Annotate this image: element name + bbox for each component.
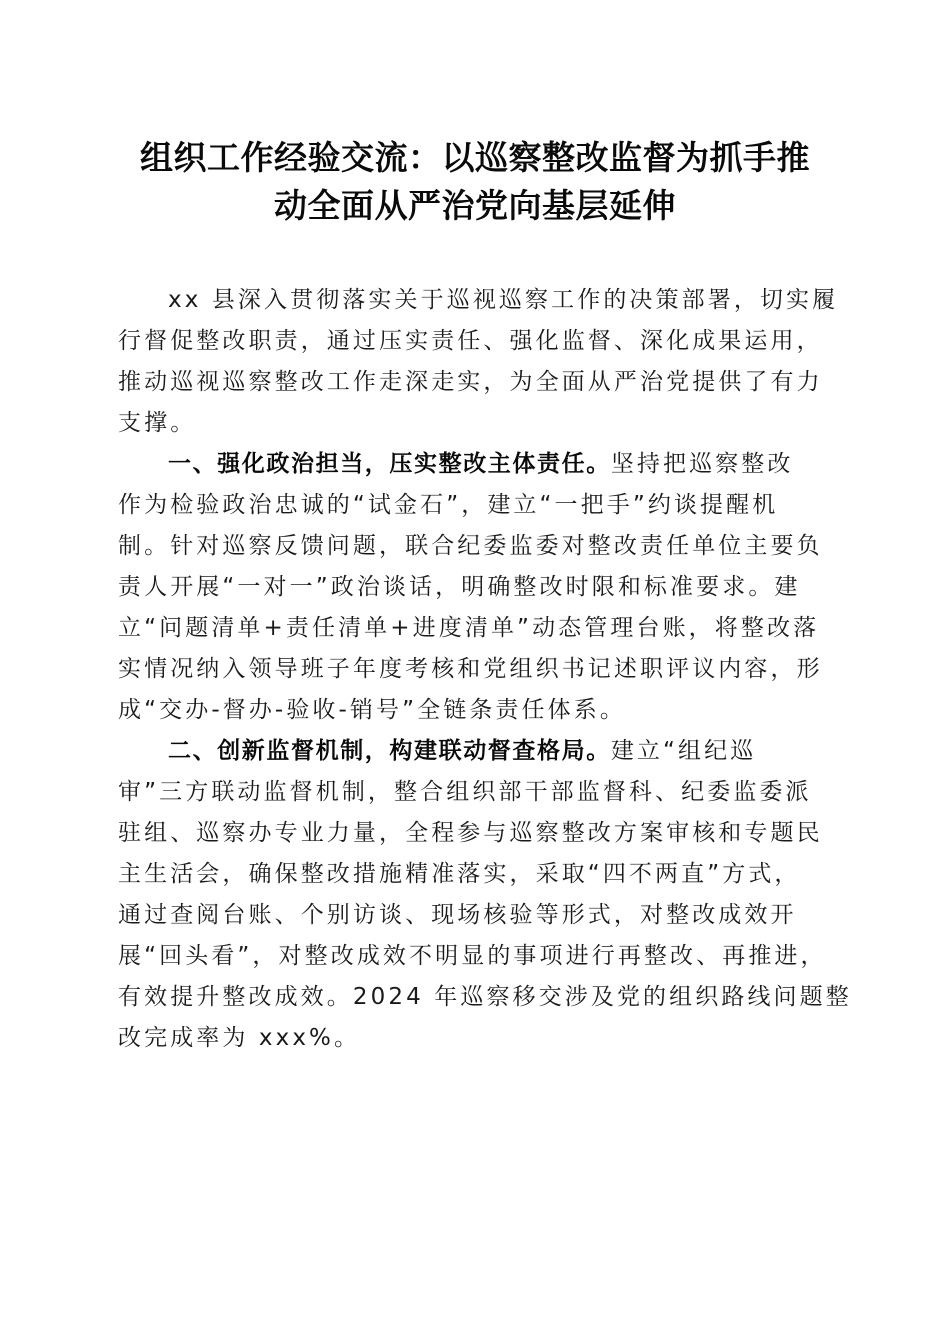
text-line xyxy=(118,731,838,772)
text-run: 坚持把巡察整改 xyxy=(610,451,794,477)
text-line xyxy=(118,444,838,485)
text-line: 通过查阅台账、个别访谈、现场核验等形式，对整改成效开 xyxy=(118,902,797,928)
text-line: 驻组、巡察办专业力量，全程参与巡察整改方案审核和专题民 xyxy=(118,820,823,846)
section-heading-2: 二、创新监督机制，构建联动督查格局。 xyxy=(168,738,611,764)
text-line: 支撑。 xyxy=(118,410,197,436)
paragraph-section-1 xyxy=(118,444,838,731)
title-line-2: 动全面从严治党向基层延伸 xyxy=(274,186,676,225)
text-line: 改完成率为 xxx%。 xyxy=(118,1025,361,1051)
title-line-1: 组织工作经验交流：以巡察整改监督为抓手推 xyxy=(140,138,810,177)
text-line: 有效提升整改成效。2024 年巡察移交涉及党的组织路线问题整 xyxy=(118,984,852,1010)
text-line: 立“问题清单+责任清单+进度清单”动态管理台账，将整改落 xyxy=(118,615,820,641)
text-line: xx 县深入贯彻落实关于巡视巡察工作的决策部署，切实履 xyxy=(168,287,839,313)
document-body xyxy=(118,280,852,1059)
text-run: 建立“组纪巡 xyxy=(610,738,757,764)
text-line: 主生活会，确保整改措施精准落实，采取“四不两直”方式， xyxy=(118,861,801,887)
text-line: 实情况纳入领导班子年度考核和党组织书记述职评议内容，形 xyxy=(118,656,823,682)
document-title xyxy=(100,134,850,230)
paragraph-section-2 xyxy=(118,731,852,1059)
text-line: 成“交办-督办-验收-销号”全链条责任体系。 xyxy=(118,697,626,723)
text-line: 制。针对巡察反馈问题，联合纪委监委对整改责任单位主要负 xyxy=(118,533,823,559)
text-line: 审”三方联动监督机制，整合组织部干部监督科、纪委监委派 xyxy=(118,779,812,805)
text-line: 行督促整改职责，通过压实责任、强化监督、深化成果运用， xyxy=(118,328,823,354)
text-line: 推动巡视巡察整改工作走深走实，为全面从严治党提供了有力 xyxy=(118,369,823,395)
text-line: 作为检验政治忠诚的“试金石”，建立“一把手”约谈提醒机 xyxy=(118,492,779,518)
text-line: 责人开展“一对一”政治谈话，明确整改时限和标准要求。建 xyxy=(118,574,801,600)
section-heading-1: 一、强化政治担当，压实整改主体责任。 xyxy=(168,451,611,477)
text-line: 展“回头看”，对整改成效不明显的事项进行再整改、再推进， xyxy=(118,943,827,969)
paragraph-intro xyxy=(118,280,838,444)
